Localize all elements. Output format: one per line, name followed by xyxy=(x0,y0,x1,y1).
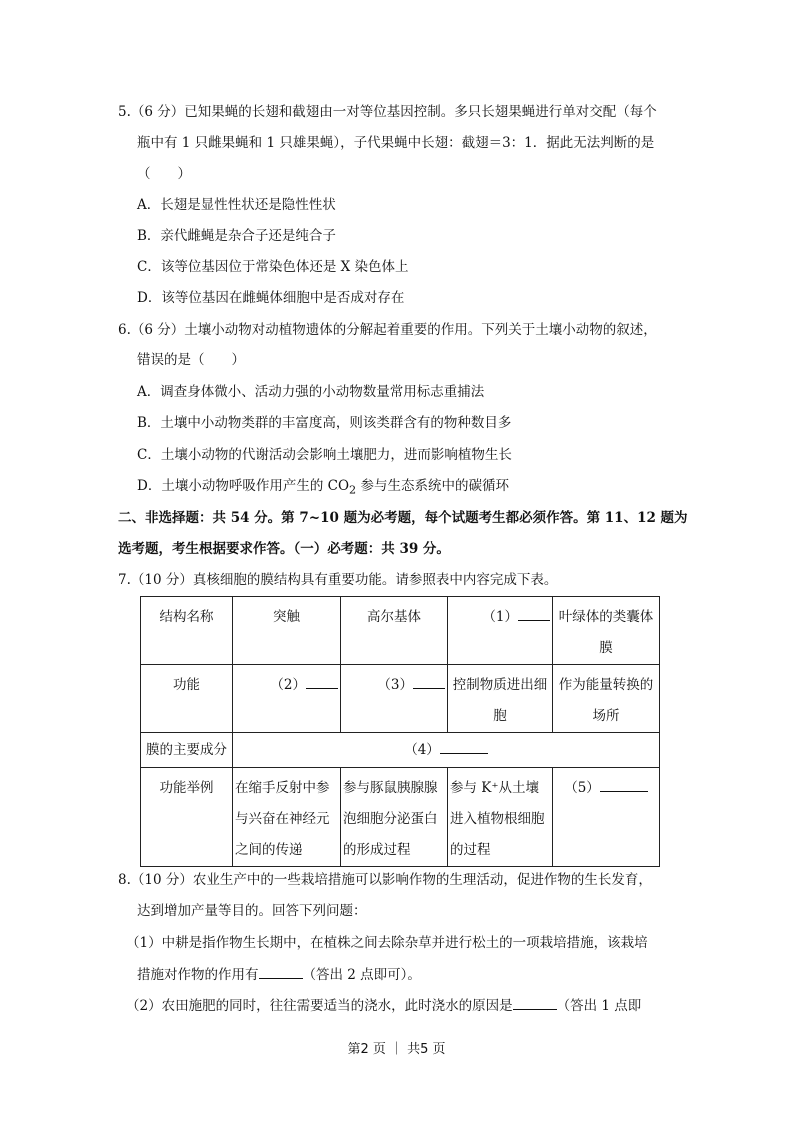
q7-stem: 7.（10 分）真核细胞的膜结构具有重要功能。请参照表中内容完成下表。 xyxy=(118,572,558,588)
table-cell: 突触 xyxy=(233,597,341,665)
table-cell-blank-5 xyxy=(553,768,660,867)
membrane-table xyxy=(140,596,660,867)
blank-label: （3） xyxy=(377,677,413,693)
q5-option-c: C．该等位基因位于常染色体还是 X 染色体上 xyxy=(137,259,409,275)
q6-option-d-text: 参与生态系统中的碳循环 xyxy=(356,478,509,494)
blank-label: （2） xyxy=(270,677,306,693)
table-row xyxy=(141,768,660,867)
table-cell-blank-4 xyxy=(233,733,660,768)
table-cell: 功能举例 xyxy=(141,768,233,867)
q8-sub2-text: （2）农田施肥的同时，往往需要适当的浇水，此时浇水的原因是 xyxy=(126,998,513,1014)
q8-sub2-text: （答出 1 点即 xyxy=(556,998,642,1014)
q6-stem-line: 错误的是（ ） xyxy=(137,352,245,368)
section-heading-line: 二、非选择题：共 54 分。第 7~10 题为必考题，每个试题考生都必须作答。第 11、12 题为 xyxy=(118,510,688,526)
q6-option-c: C．土壤小动物的代谢活动会影响土壤肥力，进而影响植物生长 xyxy=(137,447,512,463)
table-cell-blank-2 xyxy=(233,665,341,733)
table-row xyxy=(141,733,660,768)
q5-answer-paren: （ ） xyxy=(137,166,191,182)
subscript: 2 xyxy=(349,483,357,497)
answer-blank xyxy=(518,606,550,621)
q8-sub1-text: （答出 2 点即可）。 xyxy=(302,967,421,983)
q8-sub1-line xyxy=(137,964,421,985)
q6-stem-line: 6.（6 分）土壤小动物对动植物遗体的分解起着重要的作用。下列关于土壤小动物的叙述， xyxy=(118,322,657,338)
answer-blank xyxy=(440,739,488,754)
table-cell: 叶绿体的类囊体膜 xyxy=(553,597,660,665)
q5-option-a: A．长翅是显性性状还是隐性性状 xyxy=(137,197,336,213)
table-cell-blank-1 xyxy=(448,597,553,665)
table-cell: 高尔基体 xyxy=(341,597,448,665)
answer-blank xyxy=(306,674,338,689)
table-row xyxy=(141,597,660,665)
q8-stem-line: 达到增加产量等目的。回答下列问题： xyxy=(137,903,367,919)
answer-blank xyxy=(259,964,303,979)
blank-label: （1） xyxy=(482,609,518,625)
answer-blank xyxy=(413,674,445,689)
section-heading-line: 选考题，考生根据要求作答。（一）必考题：共 39 分。 xyxy=(118,541,450,557)
q5-stem-line: 5.（6 分）已知果蝇的长翅和截翅由一对等位基因控制。多只长翅果蝇进行单对交配（每个 xyxy=(118,104,657,120)
q5-option-d: D．该等位基因在雌蝇体细胞中是否成对存在 xyxy=(137,290,405,306)
answer-blank xyxy=(513,995,557,1010)
table-cell: 在缩手反射中参与兴奋在神经元之间的传递 xyxy=(233,768,341,867)
q8-stem-line: 8.（10 分）农业生产中的一些栽培措施可以影响作物的生理活动，促进作物的生长发育， xyxy=(118,872,652,888)
page-footer: 第2 页 ｜ 共5 页 xyxy=(347,1042,446,1057)
table-cell: 作为能量转换的场所 xyxy=(553,665,660,733)
table-cell: 功能 xyxy=(141,665,233,733)
table-cell: 结构名称 xyxy=(141,597,233,665)
q6-option-d-text: D．土壤小动物呼吸作用产生的 CO xyxy=(137,478,350,494)
answer-blank xyxy=(600,777,648,792)
table-cell: 参与 K⁺从土壤进入植物根细胞的过程 xyxy=(448,768,553,867)
q5-stem-line: 瓶中有 1 只雌果蝇和 1 只雄果蝇），子代果蝇中长翅：截翅＝3：1．据此无法判断的是 xyxy=(137,135,655,151)
blank-label: （4） xyxy=(404,742,440,758)
q8-sub1-line: （1）中耕是指作物生长期中，在植株之间去除杂草并进行松土的一项栽培措施，该栽培 xyxy=(126,935,648,951)
blank-label: （5） xyxy=(564,780,600,796)
q6-option-b: B．土壤中小动物类群的丰富度高，则该类群含有的物种数目多 xyxy=(137,415,512,431)
q8-sub2-line xyxy=(126,995,641,1016)
q6-option-a: A．调查身体微小、活动力强的小动物数量常用标志重捕法 xyxy=(137,384,485,400)
q5-option-b: B．亲代雌蝇是杂合子还是纯合子 xyxy=(137,228,336,244)
table-cell: 控制物质进出细胞 xyxy=(448,665,553,733)
table-cell: 参与豚鼠胰腺腺泡细胞分泌蛋白的形成过程 xyxy=(341,768,448,867)
table-cell-blank-3 xyxy=(341,665,448,733)
q8-sub1-text: 措施对作物的作用有 xyxy=(137,967,259,983)
table-row xyxy=(141,665,660,733)
q6-option-d xyxy=(137,476,509,501)
table-cell: 膜的主要成分 xyxy=(141,733,233,768)
